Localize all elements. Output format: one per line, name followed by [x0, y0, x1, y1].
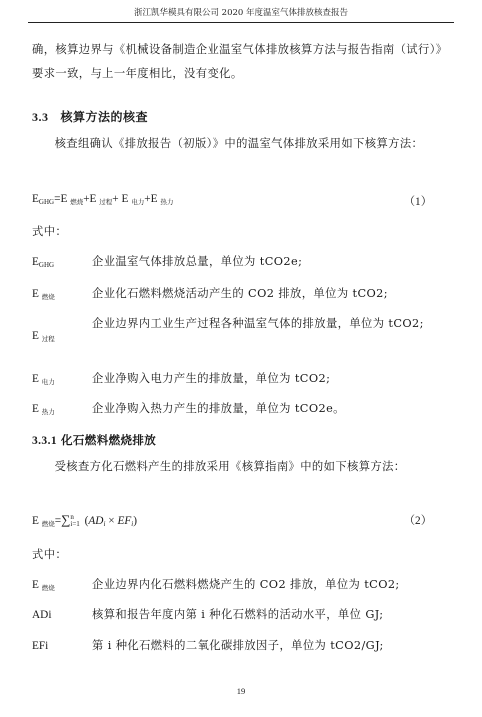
- definition-desc: 企业化石燃料燃烧活动产生的 CO2 排放，单位为 tCO2;: [92, 287, 388, 300]
- definition-symbol: E $_{电力}$: [32, 373, 55, 386]
- equation-2-formula: E $_{燃烧}$=∑n i=1 (ADi × EFi): [32, 512, 137, 529]
- equation-2: [32, 512, 452, 530]
- header-rule: [28, 22, 454, 23]
- definition-symbol: EFi: [32, 640, 49, 652]
- definition-symbol: E $_{燃烧}$: [32, 288, 55, 301]
- section-heading-3-3: [32, 108, 148, 125]
- section-3-3-paragraph: 核查组确认《排放报告（初版）》中的温室气体排放采用如下核算方法：: [54, 137, 424, 150]
- section-number: 3.3.1: [32, 435, 57, 447]
- definition-desc: 企业边界内工业生产过程各种温室气体的排放量，单位为 tCO2;: [92, 317, 424, 330]
- section-title: 化石燃料燃烧排放: [61, 433, 157, 447]
- equation-1-number: （1）: [403, 196, 432, 208]
- section-title: 核算方法的核查: [60, 110, 149, 124]
- definition-desc: 企业温室气体排放总量，单位为 tCO2e;: [92, 255, 303, 268]
- where-label-1: 式中：: [32, 225, 68, 238]
- definition-symbol: E $_{过程}$: [32, 330, 55, 343]
- definition-symbol: E $_{热力}$: [32, 403, 55, 416]
- definition-symbol: EGHG: [32, 256, 55, 269]
- where-label-2: 式中：: [32, 548, 68, 561]
- definition-desc: 企业净购入热力产生的排放量，单位为 tCO2e。: [92, 402, 345, 415]
- intro-paragraph: 确，核算边界与《机械设备制造企业温室气体排放核算方法与报告指南（试行）》要求一致，与上一年度相比，没有变化。: [32, 43, 448, 80]
- equation-1-formula: EGHG=E $_{燃烧}$+E $_{过程}$+ E $_{电力}$+E $_{热力}$: [32, 193, 174, 206]
- section-heading-3-3-1: [32, 432, 156, 448]
- definition-desc: 核算和报告年度内第 i 种化石燃料的活动水平，单位 GJ;: [92, 608, 384, 621]
- definition-desc: 第 i 种化石燃料的二氧化碳排放因子，单位为 tCO2/GJ;: [92, 639, 384, 652]
- definition-desc: 企业净购入电力产生的排放量，单位为 tCO2;: [92, 372, 331, 385]
- definition-symbol: E $_{燃烧}$: [32, 579, 55, 592]
- definition-desc: 企业边界内化石燃料燃烧产生的 CO2 排放，单位为 tCO2;: [92, 578, 400, 591]
- equation-2-number: （2）: [403, 515, 432, 527]
- equation-1: [32, 193, 452, 211]
- section-3-3-1-paragraph: 受核查方化石燃料产生的排放采用《核算指南》中的如下核算方法：: [54, 460, 406, 473]
- section-number: 3.3: [32, 110, 49, 124]
- definition-symbol: ADi: [32, 609, 52, 621]
- page-number: 19: [236, 686, 246, 696]
- page-header: 浙江凯华模具有限公司 2020 年度温室气体排放核查报告: [133, 8, 349, 18]
